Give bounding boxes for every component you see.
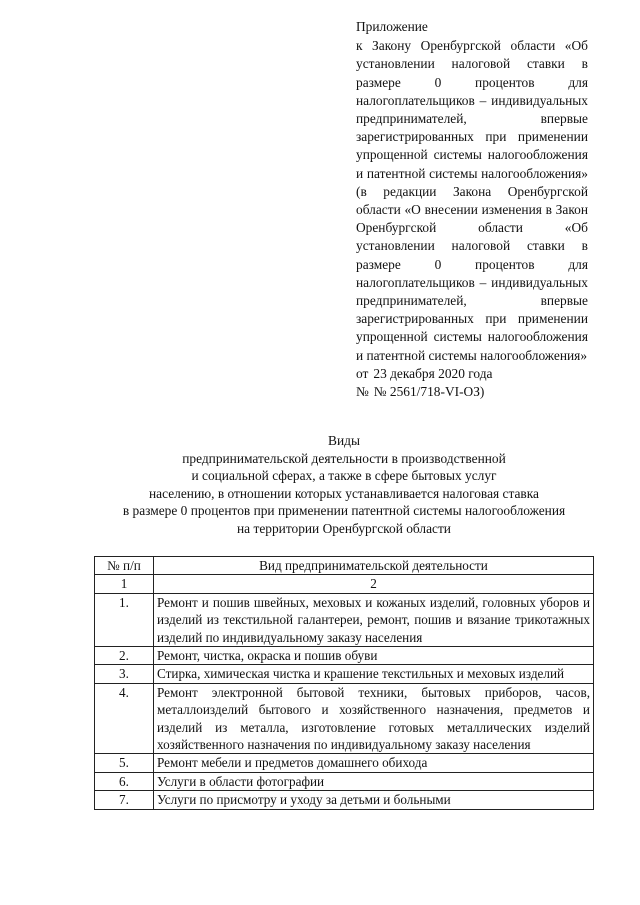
row-activity: Ремонт электронной бытовой техники, бытовых приборов, часов, металлоизделий бытового и хозяйственного назначения, предметов и изделий из металла, изготовление готовых металлических изделий хозяйственного назначения по индивидуальному заказу населения [154, 683, 594, 754]
row-number: 7. [95, 791, 154, 809]
row-number: 1. [95, 593, 154, 646]
heading-line: на территории Оренбургской области [237, 520, 451, 536]
row-number: 4. [95, 683, 154, 754]
col-header-number: № п/п [95, 557, 154, 575]
table-row [95, 647, 594, 665]
appendix-number-line [356, 383, 588, 401]
law-date: 23 декабря 2020 года [373, 365, 493, 381]
appendix-title: Приложение [356, 19, 428, 34]
row-activity: Ремонт, чистка, окраска и пошив обуви [154, 647, 594, 665]
table-row [95, 754, 594, 772]
table-index-row [95, 575, 594, 593]
row-number: 6. [95, 772, 154, 790]
heading-line: Виды [328, 433, 360, 448]
row-activity: Ремонт мебели и предметов домашнего обихода [154, 754, 594, 772]
table-row [95, 791, 594, 809]
table-row [95, 772, 594, 790]
appendix-block [356, 18, 588, 401]
row-number: 5. [95, 754, 154, 772]
index-cell: 1 [95, 575, 154, 593]
activities-table [94, 556, 594, 810]
appendix-text: к Закону Оренбургской области «Об установлении налоговой ставки в размере 0 процентов для налогоплательщиков – индивидуальных предпринимателей, впервые зарегистрированных при применении упрощенной системы налогообложения и патентной системы налогообложения» (в редакции Закона Оренбургской области «О внесении изменения в Закон Оренбургской области «Об установлении налоговой ставки в размере 0 процентов для налогоплательщиков – индивидуальных предпринимателей, впервые зарегистрированных при применении упрощенной системы налогообложения и патентной системы налогообложения» [356, 38, 588, 363]
row-activity: Услуги в области фотографии [154, 772, 594, 790]
heading-line: и социальной сферах, а также в сфере бытовых услуг [191, 468, 497, 484]
table-row [95, 593, 594, 646]
row-number: 2. [95, 647, 154, 665]
date-prefix: от [356, 365, 369, 381]
row-activity: Услуги по присмотру и уходу за детьми и больными [154, 791, 594, 809]
col-header-activity: Вид предпринимательской деятельности [154, 557, 594, 575]
document-heading [60, 432, 628, 538]
table-header-row [95, 557, 594, 575]
law-number: № 2561/718-VI-ОЗ) [373, 384, 485, 400]
table-row [95, 683, 594, 754]
appendix-date-line [356, 365, 588, 383]
row-activity: Стирка, химическая чистка и крашение текстильных и меховых изделий [154, 665, 594, 683]
row-number: 3. [95, 665, 154, 683]
row-activity: Ремонт и пошив швейных, меховых и кожаных изделий, головных уборов и изделий из текстильной галантереи, ремонт, пошив и вязание трикотажных изделий по индивидуальному заказу населения [154, 593, 594, 646]
heading-line: населению, в отношении которых устанавливается налоговая ставка [149, 485, 539, 501]
table-row [95, 665, 594, 683]
heading-line: в размере 0 процентов при применении патентной системы налогообложения [122, 503, 566, 519]
number-prefix: № [356, 384, 369, 400]
heading-line: предпринимательской деятельности в производственной [182, 450, 506, 466]
index-cell: 2 [154, 575, 594, 593]
